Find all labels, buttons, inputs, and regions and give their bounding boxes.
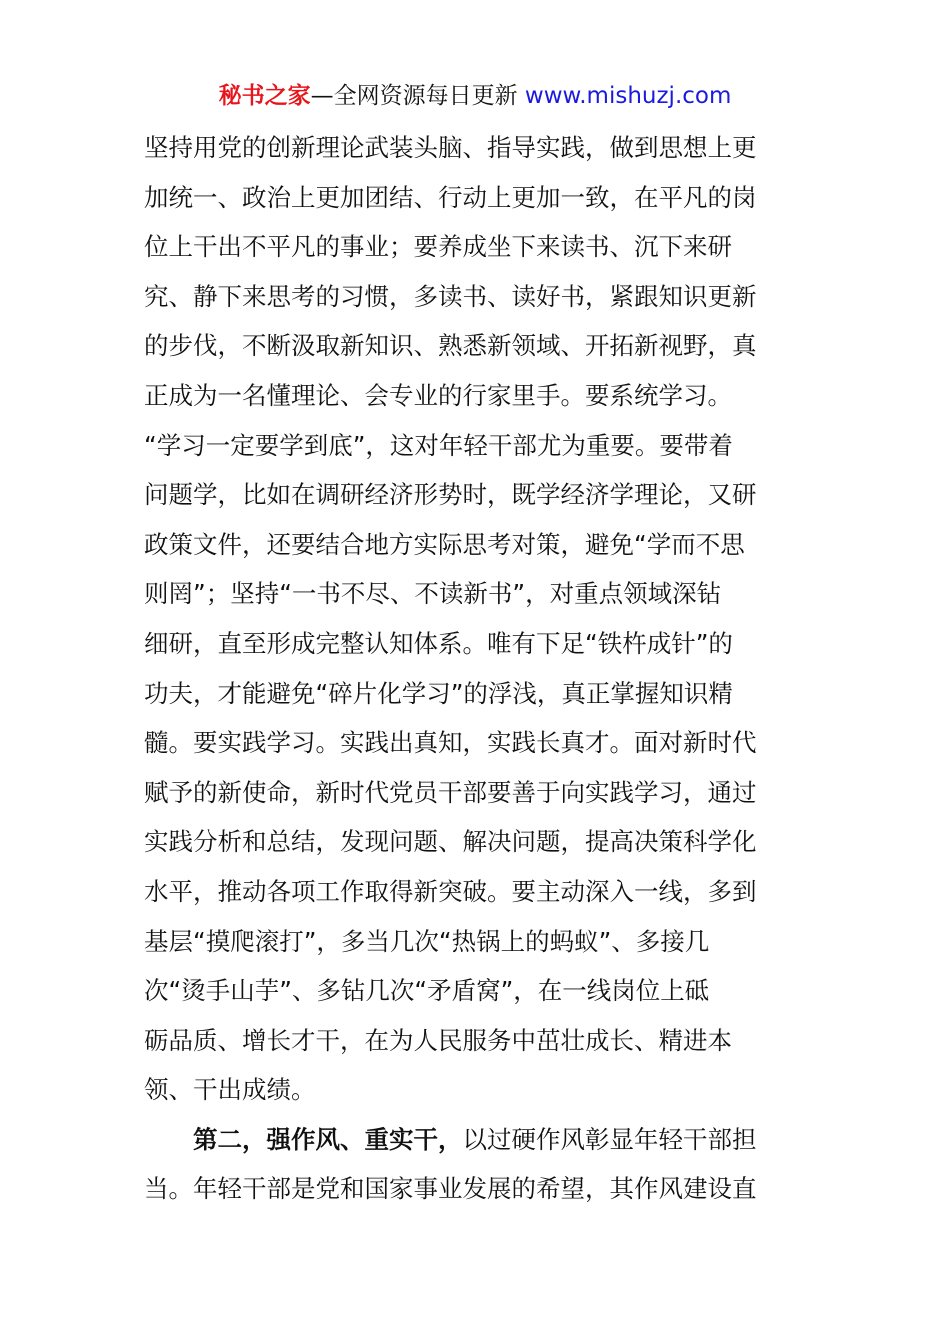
text-line: 问题学，比如在调研经济形势时，既学经济学理论，又研 — [144, 480, 757, 510]
text-line: 加统一、政治上更加团结、行动上更加一致，在平凡的岗 — [144, 182, 757, 212]
text-line: 政策文件，还要结合地方实际思考对策，避免“学而不思 — [144, 529, 745, 559]
text-line: 当。年轻干部是党和国家事业发展的希望，其作风建设直 — [144, 1174, 757, 1204]
text-line: 位上干出不平凡的事业；要养成坐下来读书、沉下来研 — [144, 232, 732, 262]
text-line: 砺品质、增长才干，在为人民服务中茁壮成长、精进本 — [144, 1025, 732, 1055]
text-line: 坚持用党的创新理论武装头脑、指导实践，做到思想上更 — [144, 133, 757, 162]
text-line: “学习一定要学到底”，这对年轻干部尤为重要。要带着 — [144, 430, 733, 460]
text-line: 领、干出成绩。 — [144, 1075, 316, 1105]
section-two-heading: 第二，强作风、重实干， — [193, 1124, 463, 1154]
text-line: 则罔”；坚持“一书不尽、不读新书”，对重点领域深钻 — [144, 579, 722, 609]
text-line: 基层“摸爬滚打”，多当几次“热锅上的蚂蚁”、多接几 — [144, 926, 710, 956]
text-line: 细研，直至形成完整认知体系。唯有下足“铁杵成针”的 — [144, 628, 733, 658]
text-line: 赋予的新使命，新时代党员干部要善于向实践学习，通过 — [144, 777, 757, 807]
text-line: 髓。要实践学习。实践出真知，实践长真才。面对新时代 — [144, 728, 757, 758]
text-line: 的步伐，不断汲取新知识、熟悉新领域、开拓新视野，真 — [144, 331, 757, 361]
site-url-link[interactable]: www.mishuzj.com — [524, 83, 732, 109]
text-line: 水平，推动各项工作取得新突破。要主动深入一线，多到 — [144, 876, 757, 906]
document-body — [144, 123, 794, 1214]
header-tagline: —全网资源每日更新 — [310, 83, 525, 109]
text-line: 正成为一名懂理论、会专业的行家里手。要系统学习。 — [144, 380, 732, 410]
text-line: 究、静下来思考的习惯，多读书、读好书，紧跟知识更新 — [144, 281, 757, 311]
text-line: 实践分析和总结，发现问题、解决问题，提高决策科学化 — [144, 827, 757, 857]
section-two-heading-rest: 以过硬作风彰显年轻干部担 — [462, 1124, 757, 1154]
text-line: 次“烫手山芋”、多钻几次“矛盾窝”，在一线岗位上砥 — [144, 976, 710, 1006]
brand-name: 秘书之家 — [218, 83, 311, 109]
section-two-first-line — [144, 1115, 794, 1165]
page-header — [0, 80, 950, 112]
text-line: 功夫，才能避免“碎片化学习”的浮浅，真正掌握知识精 — [144, 678, 733, 708]
